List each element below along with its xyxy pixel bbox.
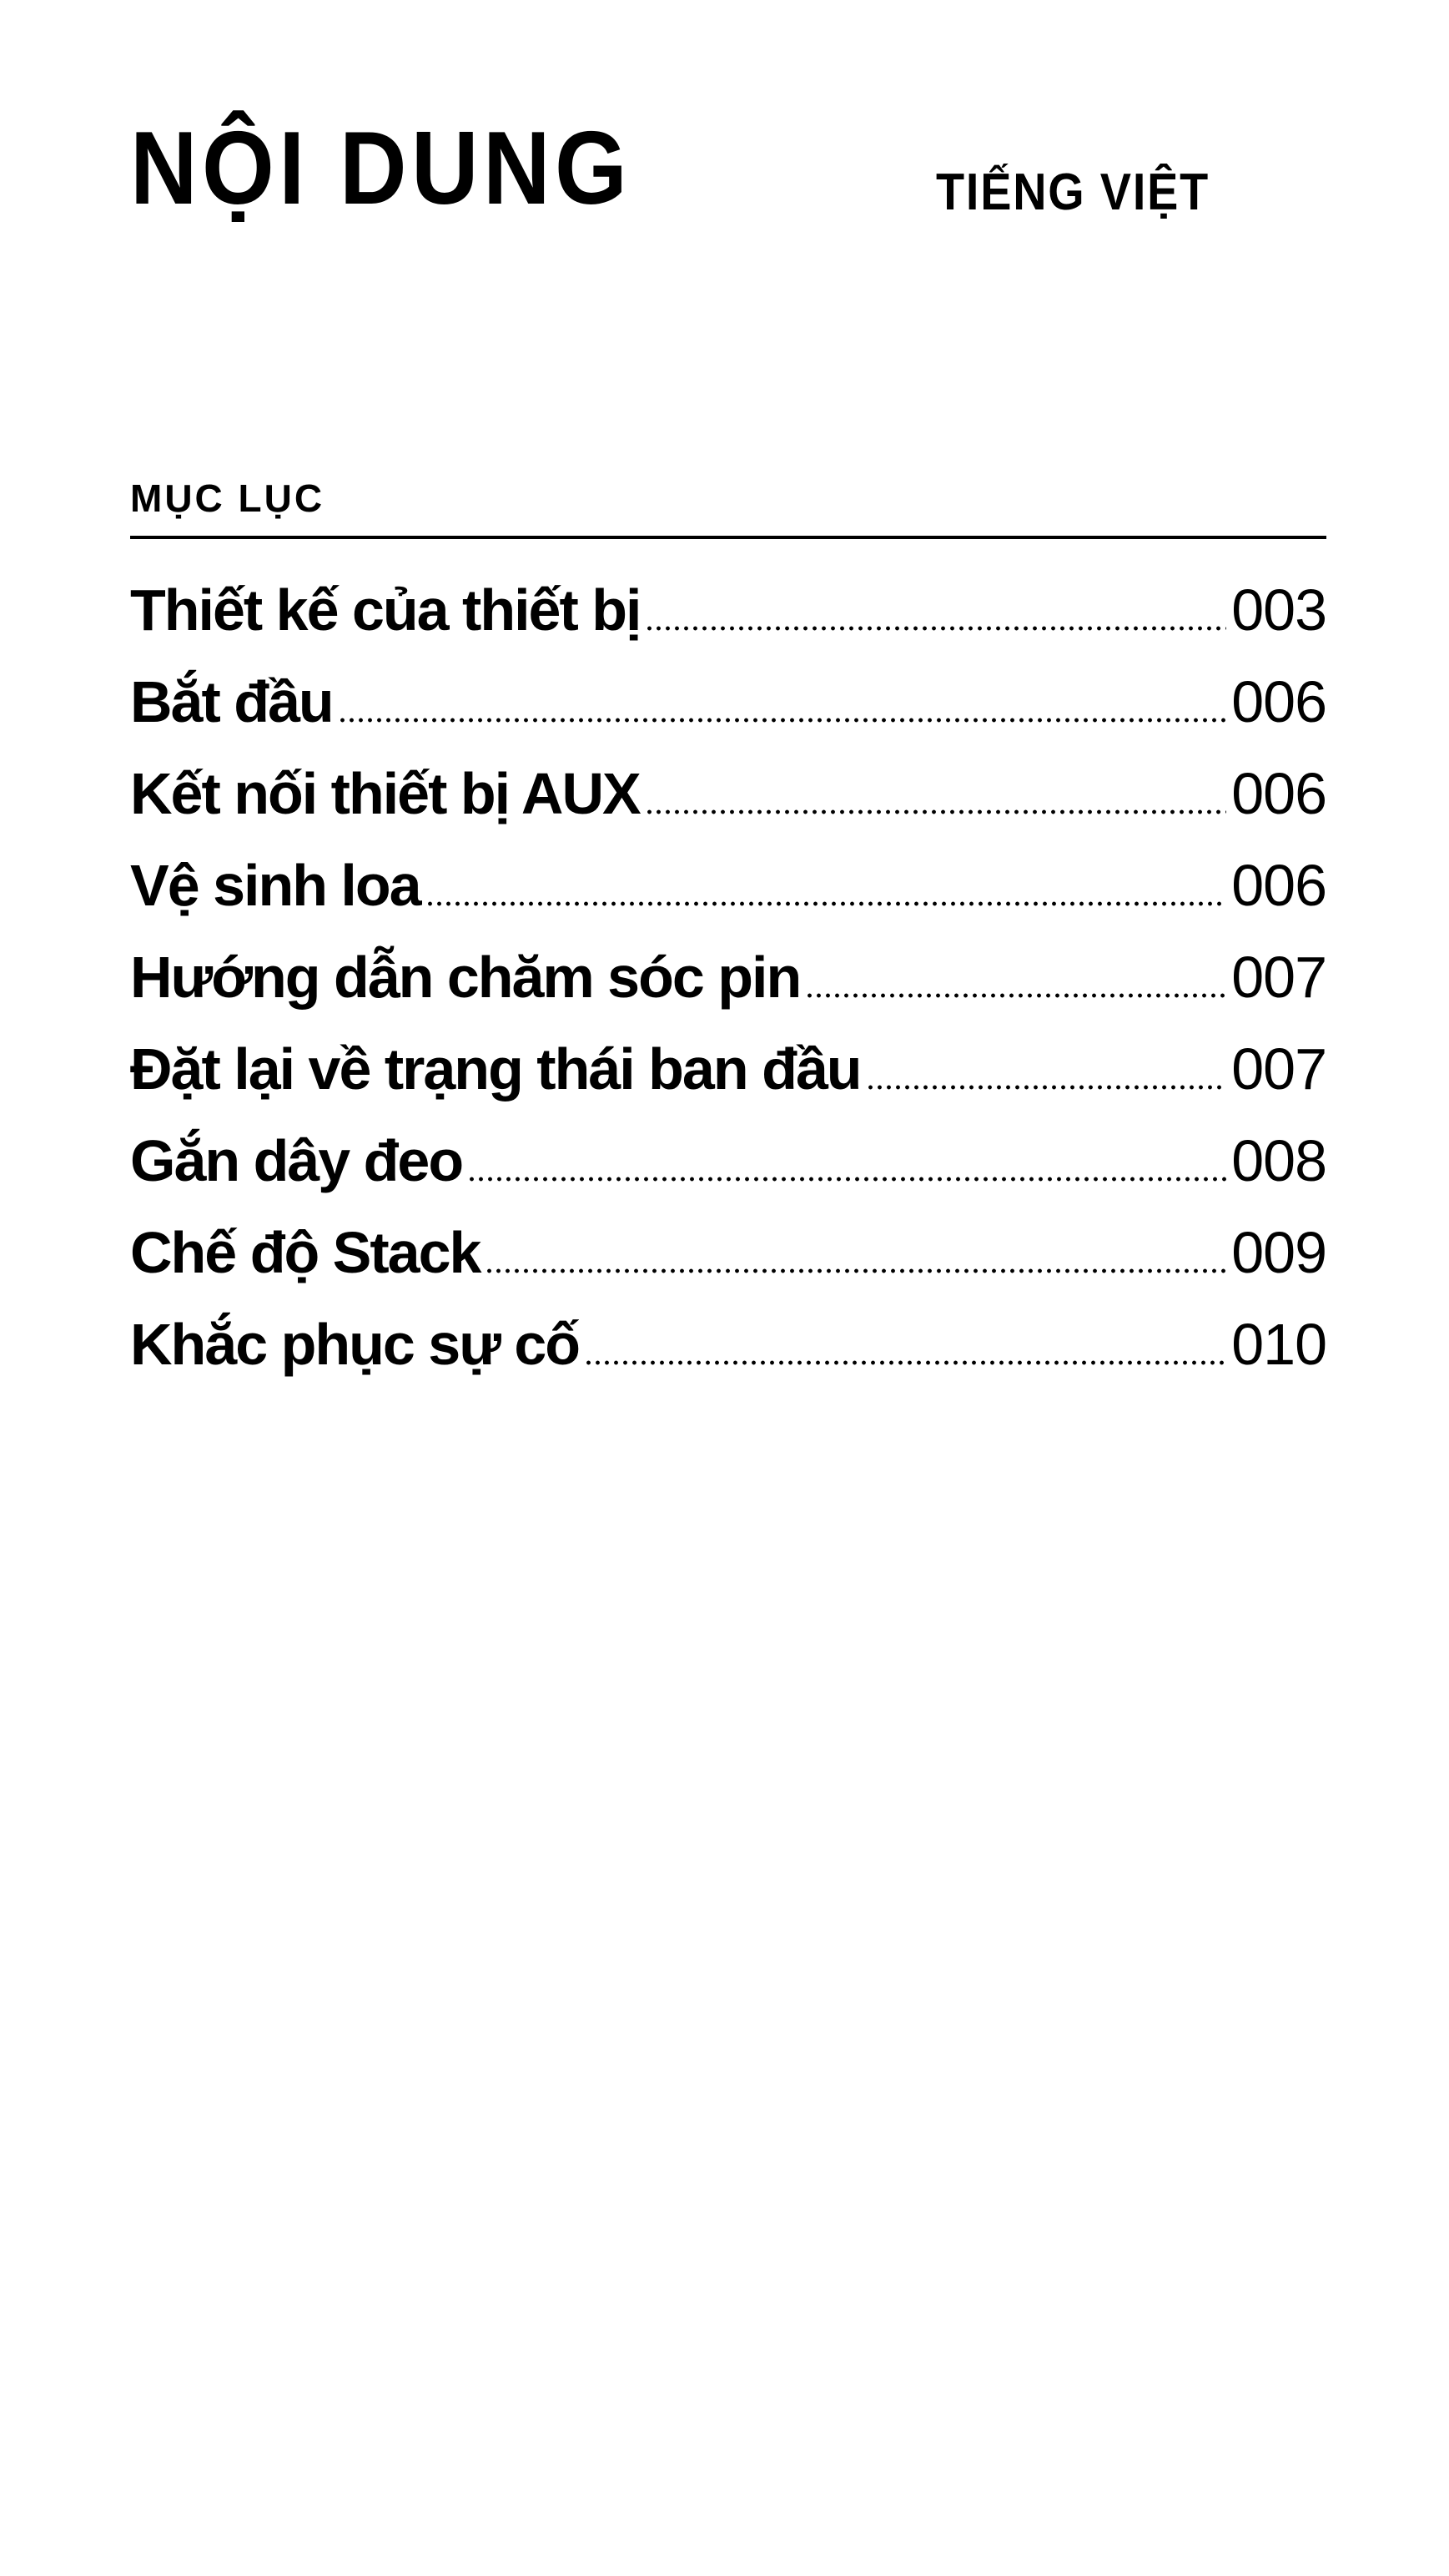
toc-item-label: Bắt đầu <box>130 669 333 734</box>
toc-item-page: 006 <box>1231 761 1326 826</box>
toc-item-page: 008 <box>1231 1128 1326 1193</box>
toc-item-label: Thiết kế của thiết bị <box>130 577 641 643</box>
toc-item-device-design[interactable] <box>130 564 1326 656</box>
toc-item-page: 009 <box>1231 1220 1326 1285</box>
table-of-contents <box>130 476 1326 1390</box>
toc-item-aux-connection[interactable] <box>130 748 1326 839</box>
dot-leader <box>338 717 1227 723</box>
toc-item-stack-mode[interactable] <box>130 1207 1326 1298</box>
language-label: TIẾNG VIỆT <box>936 164 1210 221</box>
toc-item-strap-attach[interactable] <box>130 1115 1326 1207</box>
toc-item-battery-care[interactable] <box>130 931 1326 1023</box>
toc-list <box>130 564 1326 1390</box>
dot-leader <box>584 1359 1226 1366</box>
toc-item-getting-started[interactable] <box>130 656 1326 748</box>
dot-leader <box>425 900 1227 907</box>
toc-item-label: Hướng dẫn chăm sóc pin <box>130 945 801 1010</box>
toc-item-label: Kết nối thiết bị AUX <box>130 761 640 826</box>
toc-item-page: 007 <box>1231 945 1326 1010</box>
toc-item-factory-reset[interactable] <box>130 1023 1326 1115</box>
dot-leader <box>485 1268 1226 1274</box>
toc-item-page: 007 <box>1231 1036 1326 1101</box>
dot-leader <box>467 1176 1226 1182</box>
toc-item-label: Khắc phục sự cố <box>130 1312 580 1377</box>
toc-item-page: 006 <box>1231 853 1326 918</box>
page-title: NỘI DUNG <box>130 111 632 226</box>
toc-item-page: 010 <box>1231 1312 1326 1377</box>
dot-leader <box>645 625 1226 632</box>
toc-item-label: Vệ sinh loa <box>130 853 420 918</box>
dot-leader <box>866 1084 1227 1091</box>
dot-leader <box>645 809 1226 815</box>
dot-leader <box>805 992 1226 999</box>
toc-heading: MỤC LỤC <box>130 479 1326 539</box>
toc-item-label: Gắn dây đeo <box>130 1128 463 1193</box>
toc-item-label: Chế độ Stack <box>130 1220 480 1285</box>
toc-item-speaker-cleaning[interactable] <box>130 839 1326 931</box>
toc-item-troubleshooting[interactable] <box>130 1298 1326 1390</box>
toc-item-label: Đặt lại về trạng thái ban đầu <box>130 1036 861 1101</box>
toc-item-page: 006 <box>1231 669 1326 734</box>
toc-item-page: 003 <box>1231 577 1326 643</box>
